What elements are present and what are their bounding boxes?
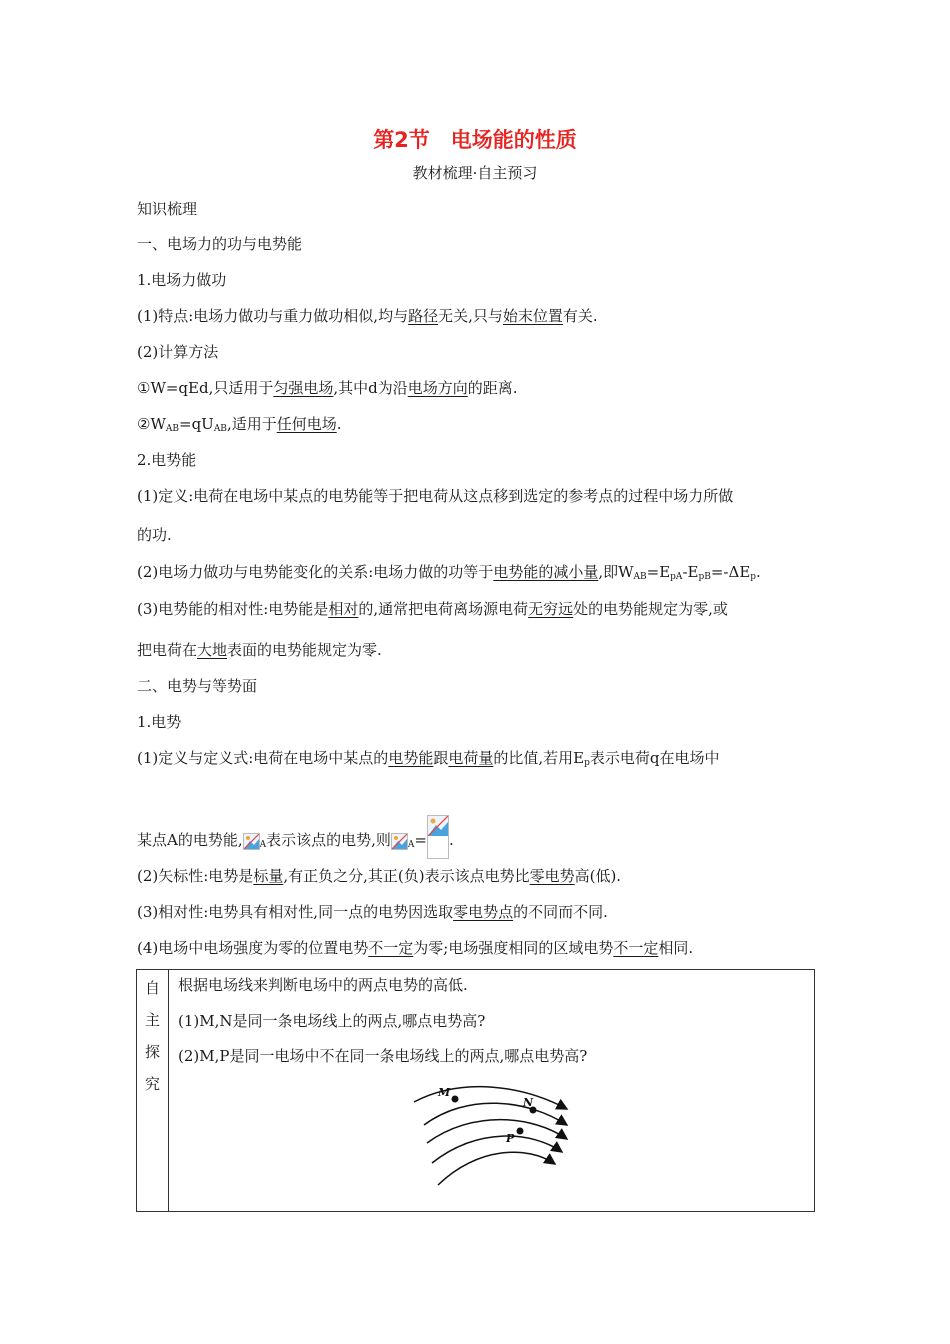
text: 高(低). (574, 867, 622, 885)
answer-energy-decrease: 电势能的减小量 (493, 563, 599, 581)
text: =qU (179, 415, 214, 433)
broken-image-icon (427, 815, 449, 859)
paragraph-potential-definition-line2 (137, 815, 454, 859)
paragraph-work-feature (137, 305, 598, 326)
answer-not-necessarily-1: 不一定 (368, 939, 414, 957)
field-line (432, 1136, 562, 1163)
text: ①W=qEd,只适用于 (137, 379, 274, 397)
explore-side-label (137, 970, 169, 1212)
sec1-sub2: 2.电势能 (137, 451, 197, 469)
sec1-sub1: 1.电场力做功 (137, 271, 227, 289)
paragraph-definition-line2: 的功. (137, 526, 172, 544)
text: ,有正负之分,其正(负)表示该点电势比 (283, 867, 530, 885)
subscript: p (584, 758, 590, 768)
answer-earth: 大地 (197, 641, 228, 659)
paragraph-relativity (137, 901, 608, 922)
explore-intro: 根据电场线来判断电场中的两点电势的高低. (178, 976, 468, 994)
text: 的比值,若用E (493, 749, 585, 767)
text: 表示电荷q在电场中 (589, 749, 720, 767)
text: 表面的电势能规定为零. (227, 641, 382, 659)
text: -E (682, 563, 699, 581)
field-line (424, 1103, 567, 1125)
point-p (517, 1128, 524, 1135)
answer-zero-potential: 零电势 (529, 867, 575, 885)
paragraph-formula-quab (137, 413, 342, 434)
side-char: 究 (144, 1075, 160, 1093)
explore-question-1: (1)M,N是同一条电场线上的两点,哪点电势高? (178, 1012, 486, 1030)
subscript: A (259, 840, 267, 850)
text: 表示该点的电势,则 (266, 831, 391, 849)
side-char: 自 (144, 979, 160, 997)
answer-any-field: 任何电场 (276, 415, 337, 433)
field-line (438, 1152, 555, 1185)
text: . (756, 563, 761, 581)
text: (2)电场力做功与电势能变化的关系:电场力做的功等于 (137, 563, 494, 581)
answer-scalar: 标量 (253, 867, 284, 885)
paragraph-work-energy-relation (137, 561, 761, 582)
text: 把电荷在 (137, 641, 198, 659)
explore-question-2: (2)M,P是同一电场中不在同一条电场线上的两点,哪点电势高? (178, 1047, 588, 1065)
text: ,其中d为沿 (333, 379, 408, 397)
field-lines-diagram (412, 1075, 582, 1187)
text: =-ΔE (710, 563, 751, 581)
paragraph-relativity-line2 (137, 639, 382, 660)
text: 为零;电场强度相同的区域电势 (413, 939, 614, 957)
text: =E (646, 563, 671, 581)
side-char: 主 (144, 1011, 160, 1029)
text: (1)特点:电场力做功与重力做功相似,均与 (137, 307, 409, 325)
text: (2)矢标性:电势是 (137, 867, 254, 885)
text: 的,通常把电荷离场源电荷 (358, 600, 529, 618)
subscript: AB (633, 572, 647, 582)
subscript: AB (165, 424, 179, 434)
text: (1)定义与定义式:电荷在电场中某点的 (137, 749, 389, 767)
sec2-title: 二、电势与等势面 (137, 677, 258, 695)
broken-image-icon (243, 833, 260, 850)
answer-field-direction: 电场方向 (407, 379, 468, 397)
text: 处的电势能规定为零,或 (573, 600, 728, 618)
paragraph-field-zero (137, 937, 693, 958)
paragraph-formula-qed (137, 377, 518, 398)
text: 某点A的电势能, (137, 831, 243, 849)
text: 相同. (658, 939, 694, 957)
point-m (452, 1096, 459, 1103)
text: 有关. (562, 307, 598, 325)
side-char: 探 (144, 1043, 160, 1061)
answer-endpoints: 始末位置 (502, 307, 563, 325)
answer-potential-energy: 电势能 (388, 749, 434, 767)
label-m: M (438, 1086, 451, 1099)
text: ,即W (598, 563, 634, 581)
sec1-title: 一、电场力的功与电势能 (137, 235, 303, 253)
subscript: pB (698, 572, 711, 582)
page-title: 第2节 电场能的性质 (373, 128, 577, 152)
broken-image-icon (391, 833, 408, 850)
subscript: AB (213, 424, 227, 434)
text: ②W (137, 415, 166, 433)
text: (4)电场中电场强度为零的位置电势 (137, 939, 369, 957)
answer-path: 路径 (408, 307, 439, 325)
paragraph-definition-line1: (1)定义:电荷在电场中某点的电势能等于把电荷从这点移到选定的参考点的过程中场力所做 (137, 487, 734, 505)
label-n: N (523, 1096, 534, 1109)
knowledge-heading: 知识梳理 (137, 200, 198, 218)
text: ,适用于 (226, 415, 277, 433)
field-line (414, 1087, 567, 1109)
text: = (414, 831, 427, 849)
paragraph-scalar (137, 865, 621, 886)
sec2-sub1: 1.电势 (137, 713, 182, 731)
text: . (336, 415, 342, 433)
paragraph-potential-definition-line1 (137, 747, 719, 768)
text: 跟 (433, 749, 449, 767)
answer-relative: 相对 (328, 600, 359, 618)
paragraph-relativity-line1 (137, 598, 728, 619)
subscript: A (407, 840, 415, 850)
text: 的距离. (467, 379, 518, 397)
section-subtitle: 教材梳理·自主预习 (412, 164, 538, 182)
text: (3)电势能的相对性:电势能是 (137, 600, 329, 618)
answer-not-necessarily-2: 不一定 (613, 939, 659, 957)
text: 无关,只与 (438, 307, 503, 325)
text: (3)相对性:电势具有相对性,同一点的电势因选取 (137, 903, 454, 921)
subscript: pA (670, 572, 683, 582)
answer-zero-point: 零电势点 (453, 903, 514, 921)
text: 的不同而不同. (513, 903, 608, 921)
answer-charge: 电荷量 (448, 749, 494, 767)
field-line (427, 1120, 567, 1143)
text: . (448, 831, 454, 849)
paragraph-calc-method: (2)计算方法 (137, 343, 219, 361)
answer-uniform-field: 匀强电场 (273, 379, 334, 397)
subscript: p (750, 572, 757, 582)
answer-infinity: 无穷远 (528, 600, 574, 618)
label-p: P (506, 1132, 515, 1145)
